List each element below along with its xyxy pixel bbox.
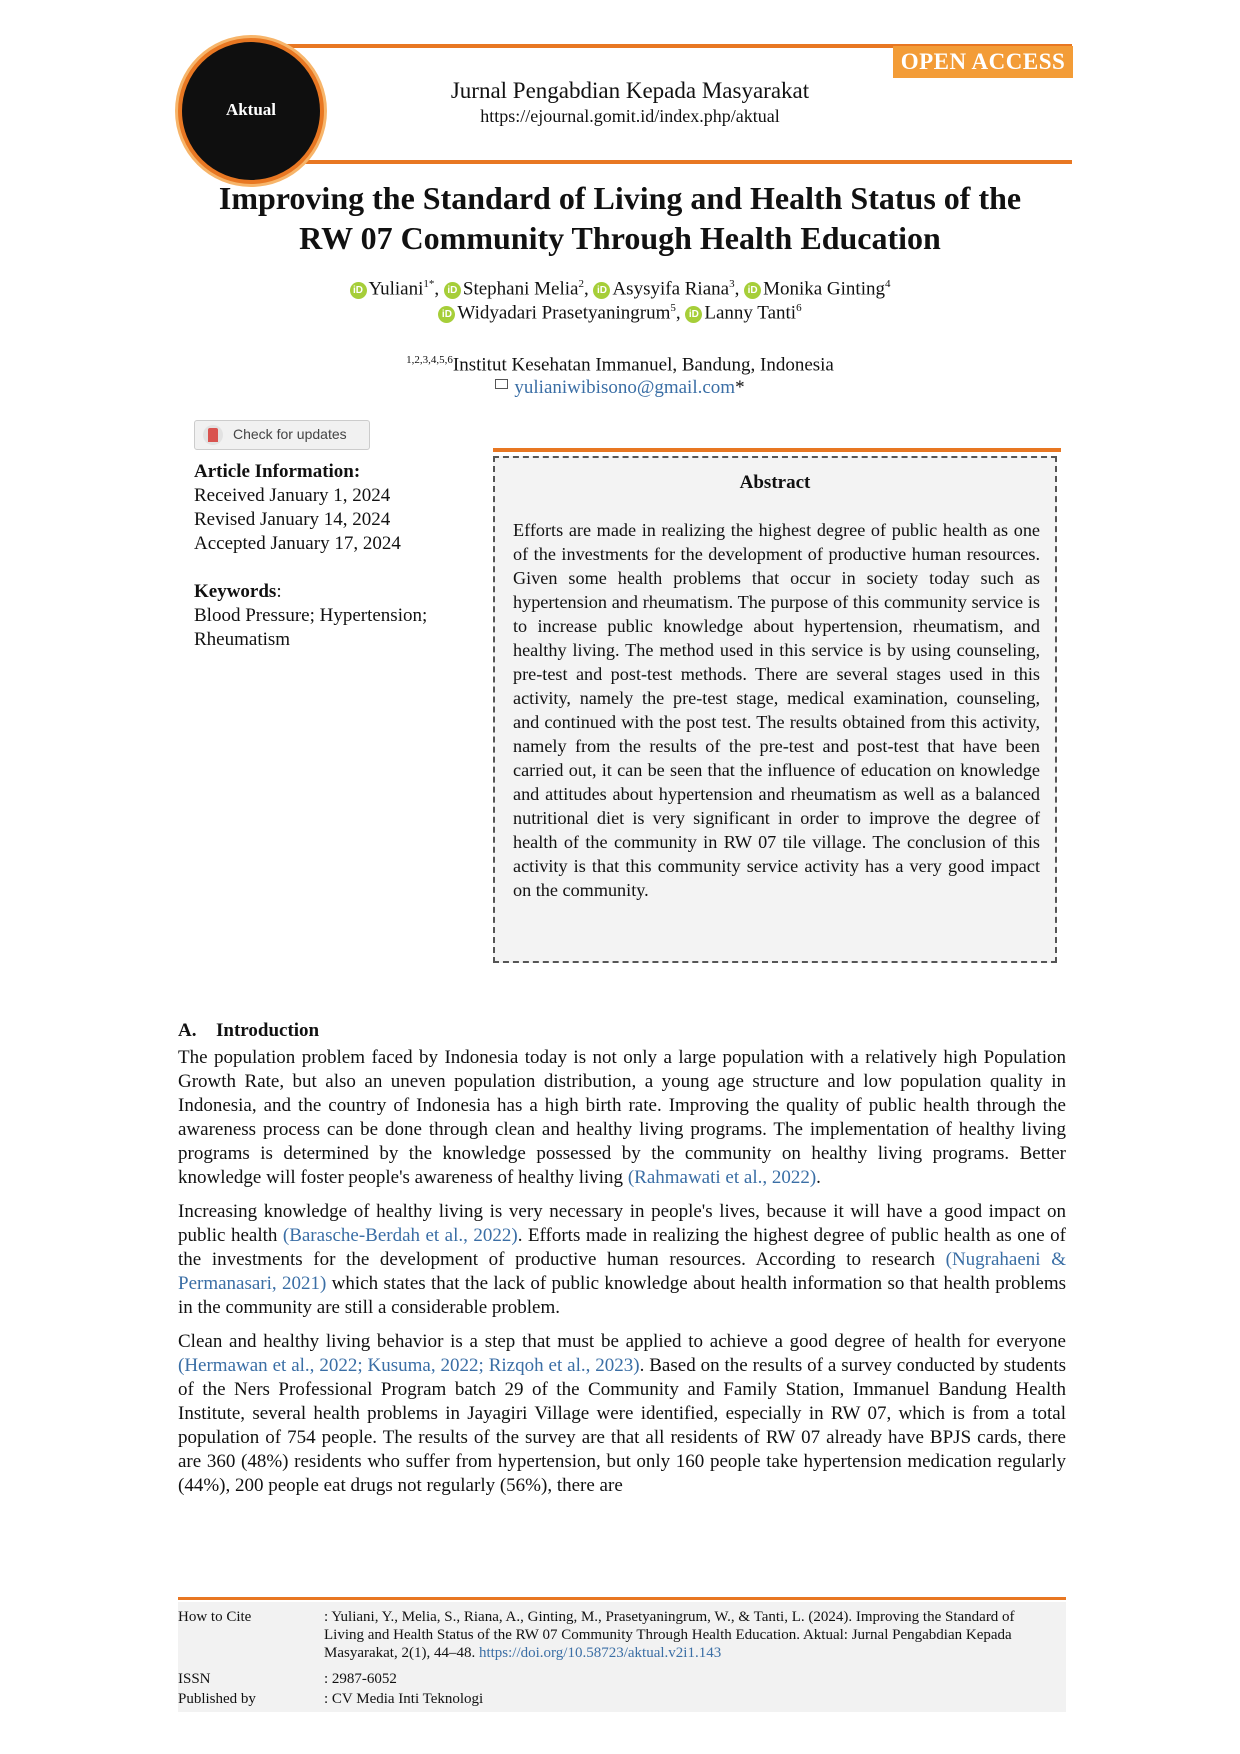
journal-logo (178, 38, 324, 184)
journal-name: Jurnal Pengabdian Kepada Masyarakat (450, 78, 810, 103)
author-name: Monika Ginting (763, 278, 885, 300)
paragraph-text: Increasing knowledge of healthy living is very necessary in people's lives, because it will have a good impact on public health (178, 1201, 1066, 1246)
revised-date: Revised January 14, 2024 (194, 509, 391, 530)
email-link[interactable]: yulianiwibisono@gmail.com (514, 377, 736, 398)
author-name: Widyadari Prasetyaningrum (457, 302, 671, 324)
author-line-2: iD Widyadari Prasetyaningrum$^5$, iD Lanny Tanti$^6$ (170, 302, 1070, 324)
citation-link[interactable]: (Hermawan et al., 2022; Kusuma, 2022; Rizqoh et al., 2023) (178, 1355, 640, 1376)
author-line-1: iD Yuliani$^{1*}$, iD Stephani Melia$^2$, iD Asysyifa Riana$^3$, iD Monika Ginting$^4$ (170, 278, 1070, 300)
section-number: A. (178, 1020, 197, 1041)
citation-link[interactable]: (Barasche-Berdah et al., 2022) (282, 1225, 518, 1246)
article-info-heading: Article Information: (194, 461, 361, 482)
how-to-cite-label: How to Cite (178, 1609, 252, 1625)
author-sup: 3 (729, 278, 735, 290)
citation-link[interactable]: (Nugrahaeni & Permanasari, 2021) (178, 1249, 1066, 1294)
envelope-icon (495, 379, 508, 389)
paragraph-text: . Based on the results of a survey conducted by students of the Ners Professional Program batch 29 of the Community and Family Station, Immanuel Bandung Health Institute, several health problems in Jayagiri Village were identified, especially in RW 07, which is from a total population of 754 people. The results of the survey are that all residents of RW 07 already have BPJS cards, there are 360 (48%) residents who suffer from hypertension, but only 160 people take hypertension medication regularly (44%), 200 people eat drugs not regularly (56%), there are (178, 1355, 1066, 1496)
paragraph-text: which states that the lack of public knowledge about health information so that health problems in the community are still a considerable problem. (178, 1273, 1066, 1318)
email-mark: * (735, 377, 745, 398)
citation-link[interactable]: (Rahmawati et al., 2022) (627, 1167, 817, 1188)
keywords-line-1: Blood Pressure; Hypertension; (194, 605, 428, 626)
paragraph (178, 1330, 1066, 1498)
section-title: Introduction (216, 1020, 320, 1041)
header-rule-bottom (270, 160, 1072, 164)
publisher-value: : CV Media Inti Teknologi (324, 1691, 484, 1707)
how-to-cite-text (324, 1608, 1054, 1662)
paragraph (178, 1046, 1066, 1190)
orcid-icon[interactable]: iD (444, 282, 461, 299)
keywords-line-2: Rheumatism (194, 629, 291, 650)
introduction-body (178, 1046, 1066, 1508)
orcid-icon[interactable]: iD (685, 306, 702, 323)
corresponding-email (170, 377, 1070, 399)
orcid-icon[interactable]: iD (350, 282, 367, 299)
orcid-icon[interactable]: iD (744, 282, 761, 299)
article-information (194, 460, 474, 652)
accepted-date: Accepted January 17, 2024 (194, 533, 401, 554)
author-sup: 5 (670, 302, 676, 314)
author-name: Stephani Melia (462, 278, 579, 300)
author-sup: 1* (423, 278, 435, 290)
paragraph (178, 1200, 1066, 1320)
abstract-box (493, 456, 1057, 963)
doi-link[interactable]: https://doi.org/10.58723/aktual.v2i1.143 (478, 1645, 722, 1661)
paragraph-text: Clean and healthy living behavior is a step that must be applied to achieve a good degree of health for everyone (178, 1331, 1066, 1352)
open-access-badge: OPEN ACCESS (893, 46, 1073, 78)
paragraph-text: The population problem faced by Indonesia today is not only a large population with a relatively high Population Growth Rate, but also an uneven population distribution, a young age structure and low population quality in Indonesia, and the country of Indonesia has a high birth rate. Improving the quality of public health through the awareness process can be done through clean and healthy living programs. The implementation of healthy living programs is determined by the knowledge possessed by the community on healthy living programs. Better knowledge will foster people's awareness of healthy living (178, 1047, 1066, 1188)
abstract-text: Efforts are made in realizing the highest degree of public health as one of the investments for the development of productive human resources. Given some health problems that occur in society today such as hypertension and rheumatism. The purpose of this community service is to increase public knowledge about hypertension, rheumatism, and healthy living. The method used in this service is by using counseling, pre-test and post-test methods. There are several stages used in this activity, namely the pre-test stage, medical examination, counseling, and continued with the post test. The results obtained from this activity, namely from the results of the pre-test and post-test that have been carried out, it can be seen that the influence of education on knowledge and attitudes about hypertension and rheumatism as well as a balanced nutritional diet is very significant in order to improve the degree of health of the community in RW 07 tile village. The conclusion of this activity is that this community service activity has a very good impact on the community. (513, 520, 1040, 900)
citation-footer (178, 1602, 1066, 1712)
author-name: Lanny Tanti (704, 302, 797, 324)
section-heading-introduction (178, 1020, 319, 1042)
received-date: Received January 1, 2024 (194, 485, 391, 506)
cite-text: : Yuliani, Y., Melia, S., Riana, A., Ginting, M., Prasetyaningrum, W., & Tanti, L. (2024). Improving the Standard of Living and Health Status of the RW 07 Community Through Health Education. Aktual: Jurnal Pengabdian Kepada Masyarakat, 2(1), 44–48. (324, 1609, 1015, 1661)
abstract-top-rule (493, 448, 1061, 452)
author-sup: 4 (885, 278, 891, 290)
keywords-heading: Keywords (194, 581, 277, 602)
orcid-icon[interactable]: iD (438, 306, 455, 323)
author-name: Asysyifa Riana (612, 278, 730, 300)
affiliation-text: Institut Kesehatan Immanuel, Bandung, Indonesia (452, 354, 834, 376)
check-for-updates-button[interactable] (194, 420, 370, 450)
abstract-heading: Abstract (739, 472, 811, 493)
journal-url[interactable]: https://ejournal.gomit.id/index.php/aktual (480, 106, 780, 126)
logo-text: Aktual (225, 100, 277, 119)
author-sup: 2 (578, 278, 584, 290)
check-updates-label: Check for updates (233, 426, 347, 442)
publisher-label: Published by (178, 1691, 256, 1707)
paper-title (170, 178, 1070, 258)
keywords-heading-row (194, 580, 474, 604)
author-name: Yuliani (368, 278, 424, 300)
title-line-1: Improving the Standard of Living and Health Status of the (218, 180, 1022, 216)
bookmark-icon (203, 425, 223, 445)
author-sup: 6 (796, 302, 802, 314)
affiliation (170, 354, 1070, 376)
paragraph-text: . (816, 1167, 821, 1188)
keywords-colon: : (276, 581, 282, 602)
issn-value: : 2987-6052 (324, 1671, 397, 1687)
footer-rule (178, 1597, 1066, 1600)
orcid-icon[interactable]: iD (593, 282, 610, 299)
paragraph-text: . Efforts made in realizing the highest degree of public health as one of the investments for the development of productive human resources. According to research (178, 1225, 1066, 1270)
title-line-2: RW 07 Community Through Health Education (299, 220, 941, 256)
affiliation-sup: 1,2,3,4,5,6 (406, 354, 453, 366)
issn-label: ISSN (178, 1671, 211, 1687)
